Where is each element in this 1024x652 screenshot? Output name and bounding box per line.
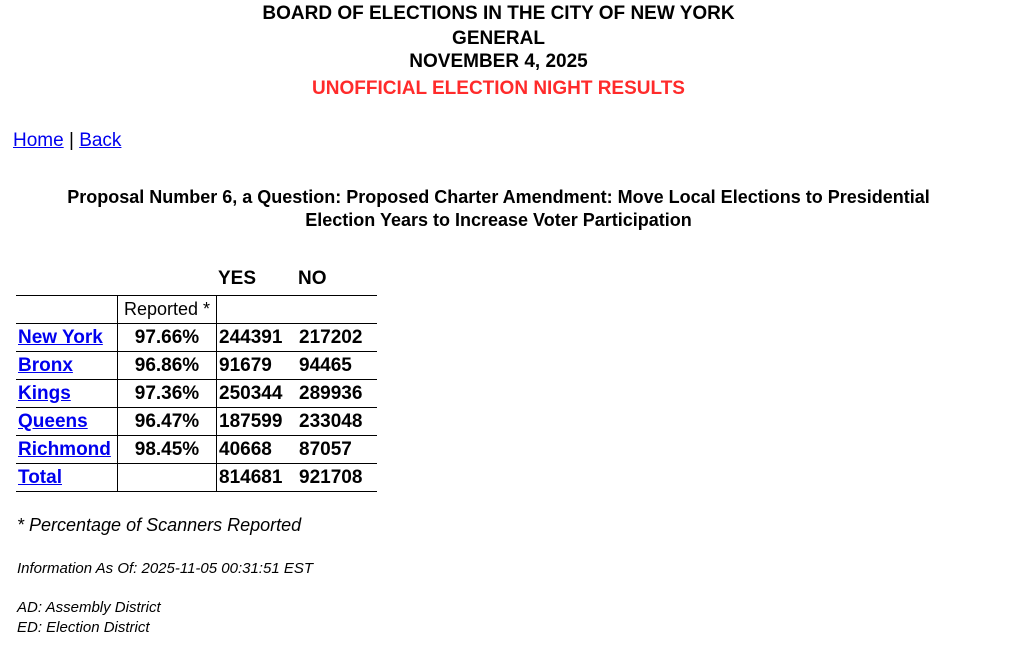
reported-value: 98.45% <box>118 436 217 464</box>
reported-header: Reported * <box>118 296 217 324</box>
table-row <box>16 436 377 464</box>
reported-value: 97.36% <box>118 380 217 408</box>
header-election-type: GENERAL <box>452 28 545 49</box>
home-link[interactable]: Home <box>13 130 64 151</box>
yes-votes: 187599 <box>219 410 283 432</box>
county-link-bronx[interactable]: Bronx <box>18 354 73 376</box>
table-row <box>16 352 377 380</box>
legend-assembly-district: AD: Assembly District <box>17 599 161 616</box>
legend-election-district: ED: Election District <box>17 619 150 636</box>
county-link-richmond[interactable]: Richmond <box>18 438 111 460</box>
results-table <box>16 295 377 492</box>
no-votes: 94465 <box>299 354 352 376</box>
yes-votes: 250344 <box>219 382 283 404</box>
nav-separator: | <box>68 130 74 151</box>
total-yes-votes: 814681 <box>219 466 283 488</box>
column-header-no: NO <box>298 268 327 289</box>
header-unofficial-notice: UNOFFICIAL ELECTION NIGHT RESULTS <box>312 78 685 99</box>
reported-value: 97.66% <box>118 324 217 352</box>
county-link-queens[interactable]: Queens <box>18 410 88 432</box>
yes-votes: 91679 <box>219 354 272 376</box>
reported-value: 96.47% <box>118 408 217 436</box>
proposal-title-line1: Proposal Number 6, a Question: Proposed Charter Amendment: Move Local Elections to Presidential <box>67 187 930 207</box>
table-row <box>16 380 377 408</box>
no-votes: 289936 <box>299 382 363 404</box>
yes-votes: 40668 <box>219 438 272 460</box>
county-link-new-york[interactable]: New York <box>18 326 103 348</box>
no-votes: 217202 <box>299 326 363 348</box>
reported-value: 96.86% <box>118 352 217 380</box>
table-subheader-row <box>16 296 377 324</box>
nav-links <box>13 130 121 152</box>
no-votes: 233048 <box>299 410 363 432</box>
column-header-yes: YES <box>218 268 257 289</box>
header-election-date: NOVEMBER 4, 2025 <box>409 51 588 72</box>
back-link[interactable]: Back <box>79 130 122 151</box>
table-row <box>16 408 377 436</box>
county-link-kings[interactable]: Kings <box>18 382 71 404</box>
scanner-footnote: * Percentage of Scanners Reported <box>17 515 302 535</box>
yes-votes: 244391 <box>219 326 283 348</box>
table-total-row <box>16 464 377 492</box>
information-timestamp: Information As Of: 2025-11-05 00:31:51 EST <box>17 560 314 577</box>
total-link[interactable]: Total <box>18 466 62 488</box>
header-board-title: BOARD OF ELECTIONS IN THE CITY OF NEW YORK <box>262 3 735 24</box>
no-votes: 87057 <box>299 438 352 460</box>
proposal-title <box>0 186 997 232</box>
proposal-title-line2: Election Years to Increase Voter Participation <box>305 210 692 230</box>
total-no-votes: 921708 <box>299 466 363 488</box>
table-row <box>16 324 377 352</box>
